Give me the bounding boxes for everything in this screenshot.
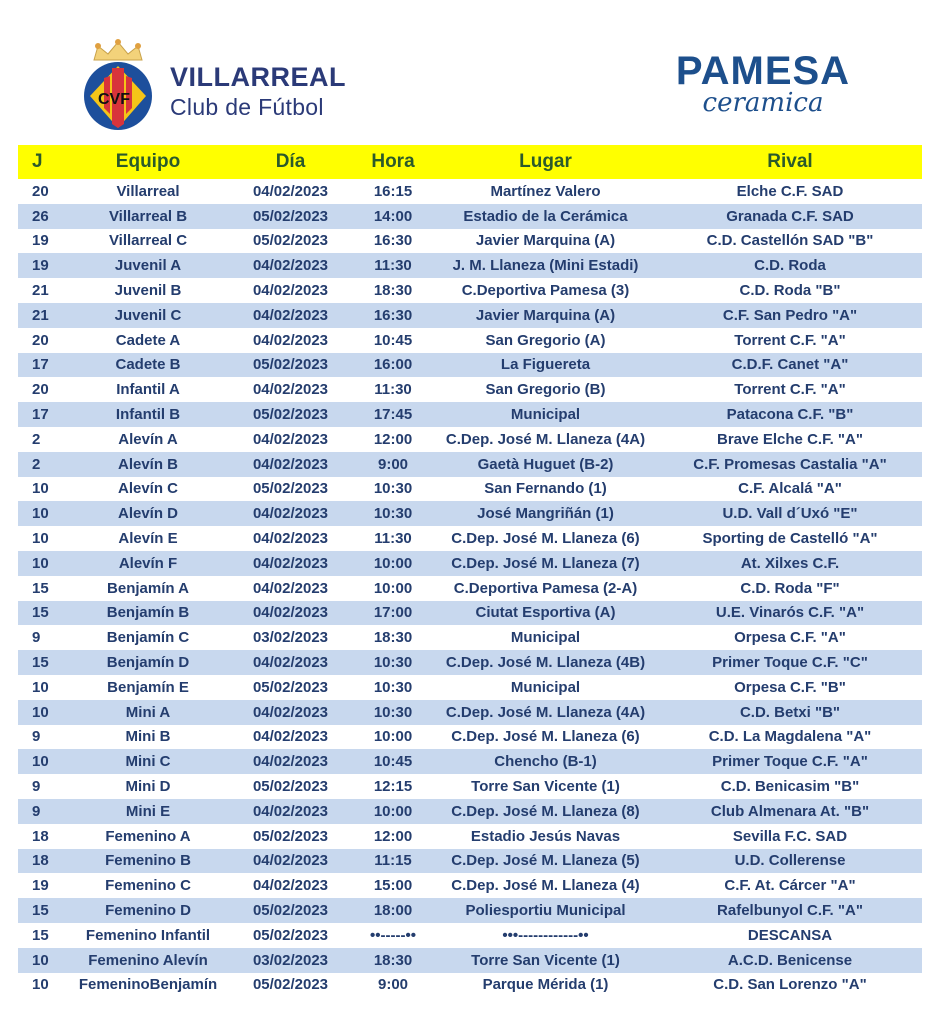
cell-dia: 04/02/2023 [252, 654, 329, 672]
table-row [18, 625, 922, 650]
cell-hora: 10:45 [373, 753, 413, 771]
cell-dia: 04/02/2023 [252, 182, 329, 200]
cell-lugar: C.Dep. José M. Llaneza (4) [451, 877, 640, 895]
cell-lugar: C.Dep. José M. Llaneza (4A) [445, 703, 646, 721]
cell-equipo: Infantil A [116, 381, 180, 399]
cell-dia: 05/02/2023 [252, 778, 329, 796]
cell-rival: C.D. Betxi "B" [739, 703, 841, 721]
cell-lugar: Municipal [510, 406, 581, 424]
cell-jornada: 15 [32, 902, 49, 919]
cell-dia: 05/02/2023 [252, 207, 329, 225]
cell-dia: 04/02/2023 [252, 753, 329, 771]
cell-jornada: 20 [32, 182, 49, 200]
cell-dia: 04/02/2023 [252, 877, 329, 895]
table-row [18, 948, 922, 973]
cell-lugar: C.Deportiva Pamesa (3) [461, 282, 630, 300]
cell-jornada: 9 [32, 802, 41, 820]
column-header-equipo: Equipo [115, 151, 181, 172]
cell-equipo: Alevín A [118, 430, 178, 448]
cell-hora: 10:30 [373, 505, 413, 523]
cell-rival: At. Xilxes C.F. [740, 554, 840, 572]
cell-jornada: 19 [32, 877, 49, 895]
cell-dia: 04/02/2023 [252, 530, 329, 548]
cell-lugar: C.Dep. José M. Llaneza (6) [451, 728, 640, 746]
table-row [18, 402, 922, 427]
cell-hora: 15:00 [373, 877, 413, 895]
cell-lugar: Poliesportiu Municipal [465, 902, 626, 919]
cell-lugar: Torre San Vicente (1) [471, 951, 620, 969]
cell-jornada: 10 [32, 703, 49, 721]
table-row [18, 229, 922, 254]
cell-equipo: Benjamín A [107, 579, 189, 597]
cell-rival: Club Almenara At. "B" [710, 802, 870, 820]
cell-rival: C.F. Alcalá "A" [738, 480, 842, 498]
cell-hora: 17:45 [373, 406, 413, 424]
table-row [18, 477, 922, 502]
cell-hora: 16:15 [373, 182, 413, 200]
cell-lugar: Martínez Valero [490, 182, 601, 200]
cell-jornada: 9 [32, 778, 41, 796]
cell-dia: 05/02/2023 [252, 678, 329, 696]
table-row [18, 774, 922, 799]
cell-dia: 04/02/2023 [252, 852, 329, 870]
cell-jornada: 10 [32, 951, 49, 969]
schedule-table [18, 145, 922, 997]
cell-hora: 11:30 [374, 257, 412, 275]
cell-rival: Torrent C.F. "A" [734, 331, 846, 349]
table-row [18, 898, 922, 923]
cell-equipo: Femenino Infantil [85, 926, 211, 944]
club-name: VILLARREAL [170, 62, 346, 92]
cell-rival: U.E. Vinarós C.F. "A" [715, 604, 865, 622]
cell-lugar: C.Deportiva Pamesa (2-A) [453, 579, 638, 597]
cell-equipo: Mini C [125, 753, 171, 771]
cell-hora: 10:30 [373, 678, 413, 696]
cell-jornada: 26 [32, 207, 49, 225]
table-row [18, 204, 922, 229]
cell-equipo: Alevín F [118, 554, 178, 572]
column-header-hora: Hora [371, 151, 415, 172]
cell-equipo: Villarreal C [108, 232, 188, 250]
cell-rival: Rafelbunyol C.F. "A" [717, 902, 863, 919]
cell-rival: Sevilla F.C. SAD [732, 827, 848, 845]
cell-lugar: José Mangriñán (1) [477, 505, 614, 523]
cell-rival: C.F. Promesas Castalia "A" [693, 455, 887, 473]
cell-equipo: Femenino C [105, 877, 191, 895]
cell-jornada: 10 [32, 678, 49, 696]
cell-lugar: Municipal [510, 678, 581, 696]
cell-hora: 12:00 [373, 827, 413, 845]
cell-equipo: Femenino B [105, 852, 191, 870]
cell-jornada: 10 [32, 480, 49, 498]
cell-equipo: Cadete A [115, 331, 181, 349]
cell-rival: Elche C.F. SAD [736, 182, 844, 200]
cell-dia: 04/02/2023 [252, 554, 329, 572]
cell-equipo: Benjamín B [106, 604, 190, 622]
cell-rival: C.D. La Magdalena "A" [708, 728, 872, 746]
cell-hora: 10:30 [373, 703, 413, 721]
table-row [18, 700, 922, 725]
cell-lugar: La Figuereta [500, 356, 591, 374]
cell-jornada: 2 [32, 430, 41, 448]
cell-equipo: Juvenil A [114, 257, 182, 275]
cell-equipo: Juvenil B [114, 282, 182, 300]
crown-icon [94, 39, 142, 60]
cell-dia: 04/02/2023 [252, 430, 329, 448]
column-header-j: J [32, 151, 43, 172]
table-row [18, 328, 922, 353]
cell-lugar: C.Dep. José M. Llaneza (5) [451, 852, 640, 870]
cell-rival: C.D.F. Canet "A" [731, 356, 849, 374]
cell-lugar: Estadio Jesús Navas [470, 827, 621, 845]
table-row [18, 452, 922, 477]
table-row [18, 353, 922, 378]
cell-dia: 05/02/2023 [252, 926, 329, 944]
cell-rival: C.D. Roda "F" [740, 579, 840, 597]
cell-equipo: Femenino D [105, 902, 191, 919]
cell-jornada: 17 [32, 406, 49, 424]
cell-jornada: 2 [32, 455, 41, 473]
cell-dia: 04/02/2023 [252, 455, 329, 473]
cell-rival: C.F. San Pedro "A" [722, 306, 858, 324]
table-row [18, 377, 922, 402]
cell-equipo: Femenino Alevín [88, 951, 208, 969]
cell-hora: 18:30 [373, 951, 413, 969]
cell-hora: 16:30 [373, 232, 413, 250]
cell-lugar: J. M. Llaneza (Mini Estadi) [452, 257, 639, 275]
cell-jornada: 20 [32, 381, 49, 399]
cell-lugar: Chencho (B-1) [494, 753, 597, 771]
cell-dia: 04/02/2023 [252, 802, 329, 820]
cell-hora: 10:00 [373, 802, 413, 820]
cell-dia: 04/02/2023 [252, 306, 329, 324]
cell-rival: Brave Elche C.F. "A" [717, 430, 863, 448]
cell-dia: 05/02/2023 [252, 827, 329, 845]
cell-lugar: San Gregorio (A) [485, 331, 606, 349]
table-row [18, 501, 922, 526]
cell-lugar: Municipal [510, 629, 581, 647]
cell-rival: DESCANSA [747, 926, 833, 944]
cell-hora: 18:00 [373, 902, 413, 919]
table-row [18, 923, 922, 948]
cell-jornada: 20 [32, 331, 49, 349]
cell-hora: ••-----•• [370, 926, 416, 944]
cell-equipo: Mini A [125, 703, 171, 721]
sponsor-logo [668, 50, 858, 120]
cell-jornada: 10 [32, 505, 49, 523]
cell-lugar: San Fernando (1) [484, 480, 607, 498]
cell-jornada: 10 [32, 753, 49, 771]
table-header-row [18, 145, 922, 179]
cell-dia: 04/02/2023 [252, 282, 329, 300]
cell-jornada: 18 [32, 852, 49, 870]
cell-dia: 04/02/2023 [252, 703, 329, 721]
cell-hora: 9:00 [377, 976, 409, 994]
cell-lugar: •••------------•• [502, 926, 589, 944]
cell-equipo: Mini D [125, 778, 171, 796]
cell-hora: 9:00 [377, 455, 409, 473]
cell-jornada: 19 [32, 232, 49, 250]
cell-jornada: 19 [32, 257, 49, 275]
cell-hora: 12:00 [373, 430, 413, 448]
cell-rival: Granada C.F. SAD [726, 207, 854, 225]
cell-jornada: 10 [32, 554, 49, 572]
table-row [18, 278, 922, 303]
cell-equipo: Villarreal [116, 182, 180, 200]
table-row [18, 427, 922, 452]
cell-equipo: Benjamín E [107, 678, 189, 696]
cell-equipo: Alevín D [117, 505, 178, 523]
cell-jornada: 15 [32, 604, 49, 622]
cell-equipo: Cadete B [115, 356, 181, 374]
cell-rival: U.D. Vall d´Uxó "E" [722, 505, 858, 523]
cell-dia: 03/02/2023 [252, 951, 329, 969]
cell-dia: 05/02/2023 [252, 480, 329, 498]
cell-hora: 17:00 [373, 604, 413, 622]
cell-dia: 05/02/2023 [252, 232, 329, 250]
cell-equipo: Femenino A [105, 827, 191, 845]
cell-jornada: 9 [32, 629, 41, 647]
cell-jornada: 10 [32, 530, 49, 548]
crest-text: CVF [98, 91, 130, 108]
cell-hora: 10:00 [373, 728, 413, 746]
cell-lugar: C.Dep. José M. Llaneza (7) [451, 554, 640, 572]
cell-dia: 05/02/2023 [252, 356, 329, 374]
cell-equipo: Alevín E [118, 530, 178, 548]
cell-jornada: 15 [32, 926, 49, 944]
table-row [18, 973, 922, 998]
table-row [18, 873, 922, 898]
cell-lugar: C.Dep. José M. Llaneza (4A) [445, 430, 646, 448]
cell-dia: 05/02/2023 [252, 976, 329, 994]
table-row [18, 725, 922, 750]
cell-hora: 11:30 [374, 530, 412, 548]
table-row [18, 526, 922, 551]
cell-lugar: Torre San Vicente (1) [471, 778, 620, 796]
sponsor-name: PAMESA [675, 49, 851, 93]
cell-hora: 18:30 [373, 629, 413, 647]
cell-dia: 04/02/2023 [252, 257, 329, 275]
cell-equipo: Villarreal B [108, 207, 188, 225]
cell-dia: 04/02/2023 [252, 604, 329, 622]
club-subtitle: Club de Fútbol [170, 94, 324, 120]
cell-equipo: Juvenil C [114, 306, 182, 324]
cell-hora: 10:30 [373, 480, 413, 498]
cell-hora: 10:30 [373, 654, 413, 672]
cell-rival: U.D. Collerense [734, 852, 846, 870]
cell-lugar: Estadio de la Cerámica [463, 207, 628, 225]
cell-hora: 10:00 [373, 579, 413, 597]
table-row [18, 601, 922, 626]
cell-rival: Primer Toque C.F. "C" [712, 654, 868, 672]
cell-lugar: C.Dep. José M. Llaneza (6) [451, 530, 640, 548]
table-row [18, 179, 922, 204]
cell-rival: Torrent C.F. "A" [734, 381, 846, 399]
cell-hora: 11:30 [374, 381, 412, 399]
cell-hora: 11:15 [374, 852, 412, 870]
table-body [18, 179, 922, 997]
cell-lugar: Javier Marquina (A) [475, 232, 616, 250]
table-row [18, 551, 922, 576]
cell-equipo: Alevín C [117, 480, 178, 498]
cell-dia: 03/02/2023 [252, 629, 329, 647]
cell-dia: 05/02/2023 [252, 406, 329, 424]
table-row [18, 799, 922, 824]
cell-hora: 10:00 [373, 554, 413, 572]
cell-dia: 04/02/2023 [252, 579, 329, 597]
cell-hora: 18:30 [373, 282, 413, 300]
cell-dia: 04/02/2023 [252, 331, 329, 349]
cell-rival: C.F. At. Cárcer "A" [724, 877, 856, 895]
cell-jornada: 21 [32, 306, 49, 324]
villarreal-crest-logo [76, 38, 160, 132]
table-row [18, 675, 922, 700]
cell-dia: 04/02/2023 [252, 728, 329, 746]
cell-hora: 14:00 [373, 207, 413, 225]
cell-jornada: 10 [32, 976, 49, 994]
header [0, 0, 941, 144]
cell-equipo: Benjamín C [106, 629, 190, 647]
cell-jornada: 21 [32, 282, 49, 300]
cell-equipo: FemeninoBenjamín [78, 976, 218, 994]
cell-lugar: San Gregorio (B) [485, 381, 606, 399]
cell-hora: 10:45 [373, 331, 413, 349]
cell-dia: 05/02/2023 [252, 902, 329, 919]
cell-lugar: Parque Mérida (1) [482, 976, 609, 994]
table-row [18, 824, 922, 849]
cell-lugar: Javier Marquina (A) [475, 306, 616, 324]
cell-equipo: Alevín B [117, 455, 178, 473]
cell-equipo: Benjamín D [106, 654, 190, 672]
cell-dia: 04/02/2023 [252, 505, 329, 523]
cell-rival: C.D. Roda [754, 257, 826, 275]
column-header-dia: Día [275, 151, 306, 172]
cell-rival: Sporting de Castelló "A" [702, 530, 878, 548]
table-row [18, 650, 922, 675]
cell-lugar: C.Dep. José M. Llaneza (4B) [445, 654, 646, 672]
column-header-rival: Rival [767, 151, 813, 172]
cell-rival: C.D. Roda "B" [739, 282, 841, 300]
cell-rival: C.D. Castellón SAD "B" [706, 232, 874, 250]
cell-hora: 16:00 [373, 356, 413, 374]
cell-hora: 12:15 [373, 778, 413, 796]
table-row [18, 849, 922, 874]
table-row [18, 303, 922, 328]
sponsor-subtitle: ceramica [702, 88, 824, 118]
cell-rival: Primer Toque C.F. "A" [712, 753, 868, 771]
cell-jornada: 9 [32, 728, 41, 746]
cell-lugar: Gaetà Huguet (B-2) [477, 455, 614, 473]
cell-rival: Orpesa C.F. "B" [734, 678, 846, 696]
cell-jornada: 15 [32, 579, 49, 597]
cell-dia: 04/02/2023 [252, 381, 329, 399]
cell-jornada: 15 [32, 654, 49, 672]
column-header-lugar: Lugar [519, 151, 572, 172]
table-row [18, 253, 922, 278]
cell-equipo: Infantil B [115, 406, 181, 424]
table-row [18, 576, 922, 601]
cell-rival: C.D. San Lorenzo "A" [713, 976, 867, 994]
cell-jornada: 18 [32, 827, 49, 845]
cell-lugar: C.Dep. José M. Llaneza (8) [451, 802, 640, 820]
cell-rival: A.C.D. Benicense [727, 951, 853, 969]
cell-lugar: Ciutat Esportiva (A) [475, 604, 616, 622]
cell-hora: 16:30 [373, 306, 413, 324]
cell-rival: Patacona C.F. "B" [726, 406, 854, 424]
cell-equipo: Mini B [125, 728, 171, 746]
cell-equipo: Mini E [125, 802, 171, 820]
cell-rival: C.D. Benicasim "B" [720, 778, 860, 796]
cell-jornada: 17 [32, 356, 49, 374]
cell-rival: Orpesa C.F. "A" [734, 629, 846, 647]
table-row [18, 749, 922, 774]
